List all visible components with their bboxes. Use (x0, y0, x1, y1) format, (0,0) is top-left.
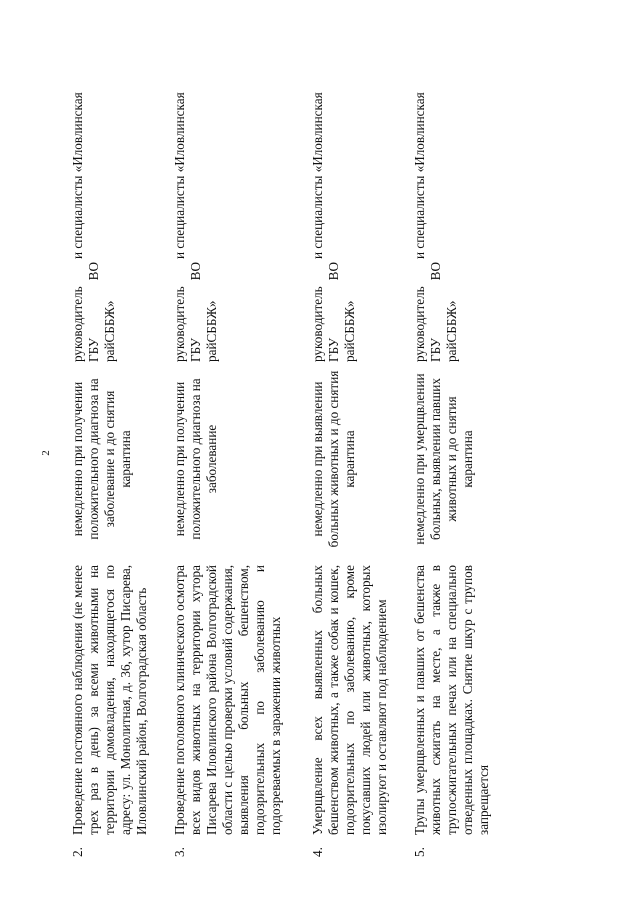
measure-description: Проведение постоянного наблюдения (не менее трех раз в день) за всеми животными на территории домовладения, находящегося по адресу: ул. Монолитная, д. 36, хутор Писарева, Иловлинский район, Волгоградская область (70, 565, 149, 835)
measure-term: немедленно при получении положительного диагноза на заболевание (172, 378, 219, 540)
responsible-specialists: и специалисты «Иловлинская (172, 92, 187, 259)
row-number: 4. (310, 847, 325, 857)
responsible-person: руководитель ГБУ ВО райСББЖ» (310, 262, 357, 362)
measure-description: Трупы умерщвленных и павших от бешенства животных сжигать на месте, а также в трупосжигательных печах или на специально отведенных площадках. Снятие шкур с трупов запрещается (412, 565, 491, 835)
responsible-specialists: и специалисты «Иловлинская (412, 92, 427, 259)
responsible-specialists: и специалисты «Иловлинская (310, 92, 325, 259)
measure-term: немедленно при умерщвлении больных, выявлении павших животных и до снятия карантина (412, 373, 475, 545)
page-number: 2 (40, 450, 52, 456)
measure-description: Умерщвление всех выявленных больных бешенством животных, а также собак и кошек, подозрительных по заболеванию, кроме покусавших людей или животных, которых изолируют и оставляют под наблюдением (310, 565, 389, 835)
row-number: 2. (70, 847, 85, 857)
row-number: 5. (412, 847, 427, 857)
responsible-person: руководитель ГБУ ВО райСББЖ» (172, 262, 219, 362)
measure-term: немедленно при выявлении больных животных и до снятия карантина (310, 370, 357, 548)
row-number: 3. (172, 847, 187, 857)
responsible-specialists: и специалисты «Иловлинская (70, 92, 85, 259)
measure-description: Проведение поголовного клинического осмотра всех видов животных на территории хутора Писарева Иловлинского района Волгоградской области с целью проверки условий содержания, выявления больных бешенством, подозрительных по заболеванию и подозреваемых в заражении животных (172, 565, 283, 835)
responsible-person: руководитель ГБУ ВО райСББЖ» (412, 262, 459, 362)
measures-table (70, 37, 630, 867)
measure-term: немедленно при получении положительного диагноза на заболевание и до снятия карантина (70, 378, 133, 540)
responsible-person: руководитель ГБУ ВО райСББЖ» (70, 262, 117, 362)
